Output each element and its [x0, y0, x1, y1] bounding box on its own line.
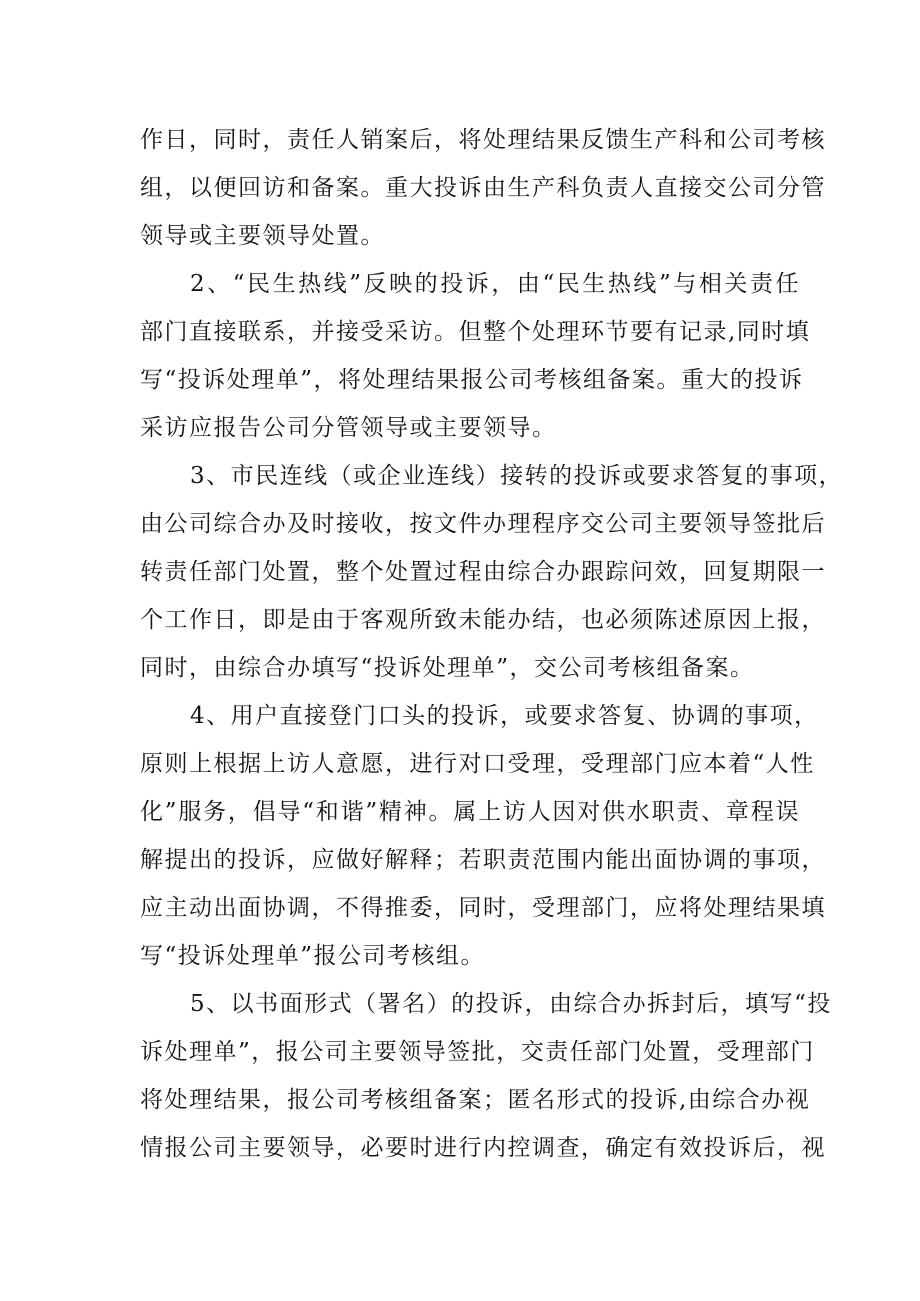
- text-line: 应主动出面协调，不得推委，同时，受理部门，应将处理结果填: [140, 895, 826, 921]
- paragraph-2-first-line: 2、“民生热线”反映的投诉，由“民生热线”与相关责任: [190, 271, 800, 297]
- text-line: 将处理结果，报公司考核组备案；匿名形式的投诉,由综合办视: [140, 1087, 811, 1113]
- text-line: 同时，由综合办填写“投诉处理单”，交公司考核组备案。: [140, 655, 755, 681]
- text-line: 情报公司主要领导，必要时进行内控调查，确定有效投诉后，视: [140, 1135, 826, 1161]
- paragraph-4-first-line: 4、用户直接登门口头的投诉，或要求答复、协调的事项，: [190, 703, 819, 729]
- text-line: 化”服务，倡导“和谐”精神。属上访人因对供水职责、章程误: [140, 799, 800, 825]
- text-line: 解提出的投诉，应做好解释；若职责范围内能出面协调的事项，: [140, 847, 826, 873]
- text-line: 原则上根据上访人意愿，进行对口受理，受理部门应本着“人性: [140, 751, 815, 777]
- text-line: 个工作日，即是由于客观所致未能办结，也必须陈述原因上报，: [140, 607, 826, 633]
- text-line: 领导或主要领导处置。: [140, 223, 385, 249]
- text-line: 组，以便回访和备案。重大投诉由生产科负责人直接交公司分管: [140, 175, 826, 201]
- text-line: 部门直接联系，并接受采访。但整个处理环节要有记录,同时填: [140, 319, 811, 345]
- paragraph-5-first-line: 5、以书面形式（署名）的投诉，由综合办拆封后，填写“投: [190, 991, 832, 1017]
- text-line: 转责任部门处置，整个处置过程由综合办跟踪问效，回复期限一: [140, 559, 826, 585]
- text-line: 采访应报告公司分管领导或主要领导。: [140, 415, 557, 441]
- paragraph-3-first-line: 3、市民连线（或企业连线）接转的投诉或要求答复的事项，: [190, 463, 844, 489]
- text-line: 写“投诉处理单”报公司考核组。: [140, 943, 486, 969]
- text-line: 诉处理单”，报公司主要领导签批，交责任部门处置，受理部门: [140, 1039, 815, 1065]
- text-line: 由公司综合办及时接收，按文件办理程序交公司主要领导签批后: [140, 511, 826, 537]
- text-line: 写“投诉处理单”，将处理结果报公司考核组备案。重大的投诉: [140, 367, 804, 393]
- text-line: 作日，同时，责任人销案后，将处理结果反馈生产科和公司考核: [140, 127, 826, 153]
